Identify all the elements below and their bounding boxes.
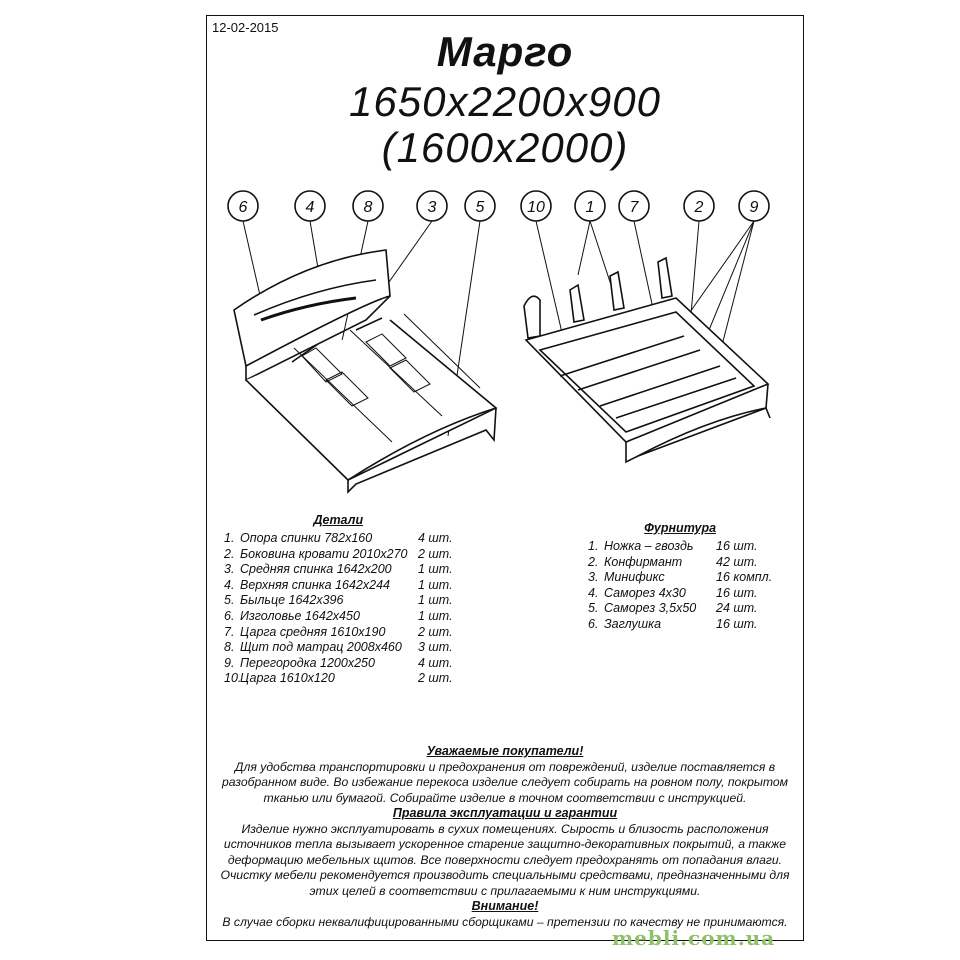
fittings-row <box>588 586 772 602</box>
callout-6: 6 <box>238 199 248 216</box>
callout-10: 10 <box>527 199 545 216</box>
parts-num: 8. <box>224 640 235 655</box>
notes-paragraph-transport: Для удобства транспортировки и предохранения от повреждений, изделие поставляется в разобранном виде. Во избежание перекоса изделие следует собирать на ровном полу, покрытом тканью или бумагой. Собирайте изделие в точном соответствии с инструкцией. <box>222 759 788 805</box>
fittings-name: Ножка – гвоздь <box>604 539 694 553</box>
fittings-num: 5. <box>588 601 599 616</box>
parts-name: Царга средняя 1610х190 <box>240 624 386 639</box>
parts-num: 4. <box>224 577 235 592</box>
fittings-row <box>588 570 772 586</box>
parts-name: Верхняя спинка 1642х244 <box>240 577 390 592</box>
callout-circles-left <box>228 191 495 221</box>
callout-4: 4 <box>305 199 315 216</box>
notes-section <box>216 744 794 930</box>
callout-9: 9 <box>749 199 759 216</box>
parts-num: 9. <box>224 655 235 670</box>
parts-qty: 1 шт. <box>418 608 453 623</box>
fittings-title: Фурнитура <box>644 521 717 535</box>
parts-row <box>224 656 453 672</box>
parts-title: Детали <box>313 513 364 527</box>
fittings-name: Заглушка <box>604 616 662 631</box>
parts-name: Изголовье 1642х450 <box>240 608 360 623</box>
model-alt-dimensions: (1600x2000) <box>381 124 629 171</box>
notes-paragraph-rules: Изделие нужно эксплуатировать в сухих помещениях. Сырость и близость расположения источников тепла вызывает ускоренное старение защитно-декоративных покрытий, а также деформацию мебельных щитов. Все поверхности следует предохранять от попадания влаги. Очистку мебели рекомендуется производить специальными средствами, предназначенными для этих целей в соответствии с прилагаемыми к ним инструкциями. <box>220 821 790 898</box>
parts-name: Быльце 1642х396 <box>240 593 344 608</box>
parts-qty: 3 шт. <box>418 640 453 655</box>
fittings-row <box>588 601 772 617</box>
notes-heading-attention: Внимание! <box>471 899 539 913</box>
model-name: Марго <box>436 28 574 75</box>
parts-row <box>224 547 453 563</box>
fittings-name: Конфирмант <box>604 554 683 569</box>
parts-name: Щит под матрац 2008х460 <box>240 640 402 655</box>
fittings-num: 1. <box>588 539 599 553</box>
parts-name: Царга 1610х120 <box>240 671 335 686</box>
parts-num: 2. <box>224 546 235 561</box>
callout-3: 3 <box>427 199 437 216</box>
fittings-row <box>588 539 772 555</box>
parts-qty: 4 шт. <box>418 655 453 670</box>
bed-assembly-diagram <box>206 180 804 500</box>
assembled-bed-drawing <box>234 250 496 492</box>
parts-row <box>224 531 453 547</box>
fittings-row <box>588 555 772 571</box>
callout-1: 1 <box>585 199 595 216</box>
parts-qty: 2 шт. <box>418 671 453 686</box>
exploded-bed-drawing <box>524 258 770 462</box>
watermark: mebli.com.ua <box>612 926 776 950</box>
fittings-name: Саморез 4х30 <box>604 585 686 600</box>
fittings-qty: 16 шт. <box>716 539 758 553</box>
parts-name: Боковина кровати 2010х270 <box>240 546 408 561</box>
parts-list <box>224 513 453 687</box>
fittings-num: 6. <box>588 616 599 631</box>
callout-5: 5 <box>475 199 485 216</box>
parts-num: 3. <box>224 562 235 577</box>
callout-8: 8 <box>363 199 373 216</box>
fittings-num: 3. <box>588 570 599 585</box>
fittings-qty: 16 компл. <box>716 570 773 585</box>
fittings-list <box>588 521 772 633</box>
document-date: 12-02-2015 <box>212 20 279 35</box>
fittings-num: 4. <box>588 585 599 600</box>
notes-heading-rules: Правила эксплуатации и гарантии <box>392 806 618 820</box>
parts-row <box>224 593 453 609</box>
parts-qty: 1 шт. <box>418 577 453 592</box>
parts-qty: 1 шт. <box>418 593 453 608</box>
parts-qty: 2 шт. <box>418 624 453 639</box>
parts-row <box>224 578 453 594</box>
parts-num: 6. <box>224 608 235 623</box>
fittings-qty: 24 шт. <box>716 601 758 616</box>
fittings-name: Минификс <box>604 570 665 585</box>
parts-qty: 2 шт. <box>418 546 453 561</box>
model-dimensions: 1650x2200x900 <box>349 78 661 125</box>
notes-paragraph-attention: В случае сборки неквалифицированными сборщиками – претензии по качеству не принимаются. <box>222 914 788 929</box>
parts-num: 1. <box>224 531 235 545</box>
parts-num: 5. <box>224 593 235 608</box>
callout-numbers <box>239 199 759 216</box>
parts-name: Средняя спинка 1642х200 <box>240 562 392 577</box>
parts-row <box>224 640 453 656</box>
parts-name: Опора спинки 782х160 <box>240 531 373 545</box>
parts-num: 7. <box>224 624 235 639</box>
parts-name: Перегородка 1200х250 <box>240 655 375 670</box>
parts-qty: 1 шт. <box>418 562 453 577</box>
fittings-qty: 42 шт. <box>716 554 758 569</box>
parts-row <box>224 562 453 578</box>
parts-row <box>224 625 453 641</box>
parts-row <box>224 609 453 625</box>
parts-num: 10. <box>224 671 242 686</box>
parts-row <box>224 671 453 687</box>
callout-2: 2 <box>694 199 704 216</box>
parts-qty: 4 шт. <box>418 531 453 545</box>
fittings-name: Саморез 3,5х50 <box>604 601 697 616</box>
fittings-row <box>588 617 772 633</box>
callout-7: 7 <box>629 199 639 216</box>
callout-circles-right <box>521 191 769 221</box>
fittings-qty: 16 шт. <box>716 585 758 600</box>
fittings-num: 2. <box>588 554 599 569</box>
fittings-qty: 16 шт. <box>716 616 758 631</box>
notes-heading-customers: Уважаемые покупатели! <box>426 744 584 758</box>
